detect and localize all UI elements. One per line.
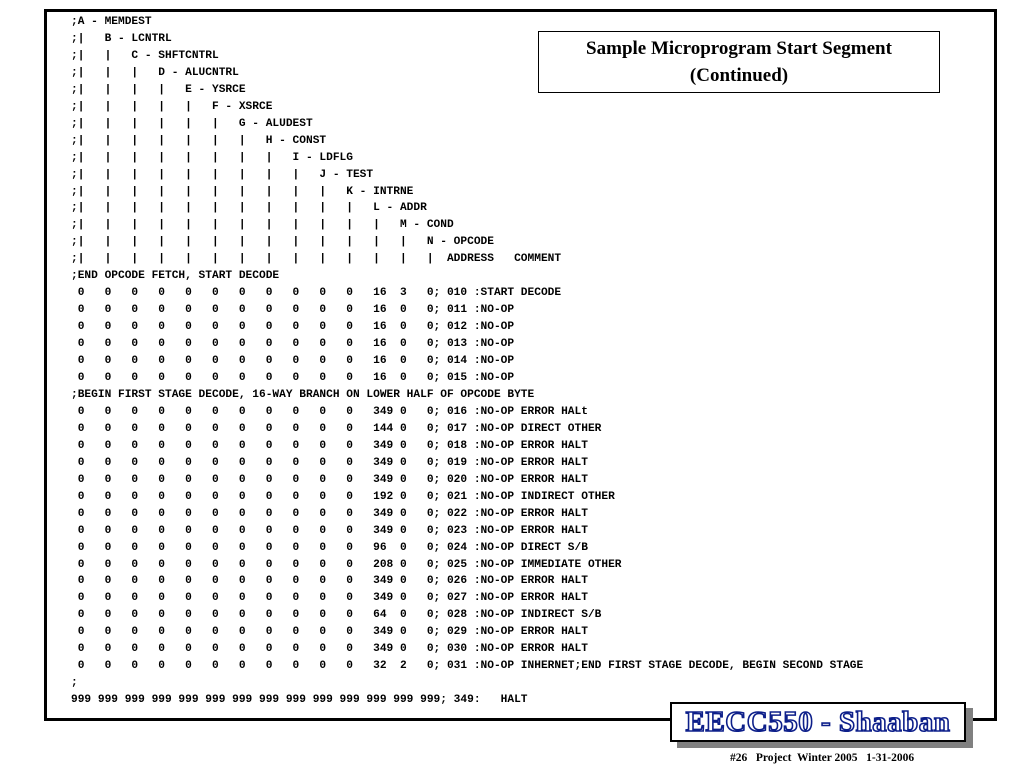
code-line: 0 0 0 0 0 0 0 0 0 0 0 349 0 0; 027 :NO-OP ERROR HALT	[71, 592, 588, 605]
code-line: 999 999 999 999 999 999 999 999 999 999 999 999 999 999; 349: HALT	[71, 694, 528, 707]
code-line: 0 0 0 0 0 0 0 0 0 0 0 349 0 0; 019 :NO-OP ERROR HALT	[71, 456, 588, 469]
code-line: 0 0 0 0 0 0 0 0 0 0 0 349 0 0; 022 :NO-OP ERROR HALT	[71, 507, 588, 520]
code-line: ;| | | | | | | | I - LDFLG	[71, 151, 353, 164]
course-badge	[670, 702, 966, 742]
code-line: ;| | | D - ALUCNTRL	[71, 66, 239, 79]
slide-title-box	[538, 31, 940, 93]
code-line: 0 0 0 0 0 0 0 0 0 0 0 16 0 0; 014 :NO-OP	[71, 355, 515, 368]
code-line: 0 0 0 0 0 0 0 0 0 0 0 349 0 0; 029 :NO-OP ERROR HALT	[71, 626, 588, 639]
code-line: ;| | | | | | | H - CONST	[71, 134, 327, 147]
code-line: 0 0 0 0 0 0 0 0 0 0 0 16 0 0; 012 :NO-OP	[71, 321, 515, 334]
code-line: ;| | | | | | G - ALUDEST	[71, 117, 313, 130]
code-line: 0 0 0 0 0 0 0 0 0 0 0 349 0 0; 023 :NO-OP ERROR HALT	[71, 524, 588, 537]
code-line: ;BEGIN FIRST STAGE DECODE, 16-WAY BRANCH ON LOWER HALF OF OPCODE BYTE	[71, 388, 535, 401]
code-line: 0 0 0 0 0 0 0 0 0 0 0 349 0 0; 016 :NO-OP ERROR HALt	[71, 405, 588, 418]
code-line: ;| | C - SHFTCNTRL	[71, 49, 219, 62]
code-line: ;| | | | | | | | | | | | | N - OPCODE	[71, 236, 494, 249]
code-line: 0 0 0 0 0 0 0 0 0 0 0 32 2 0; 031 :NO-OP INHERNET;END FIRST STAGE DECODE, BEGIN SECOND STAGE	[71, 660, 864, 673]
code-line: 0 0 0 0 0 0 0 0 0 0 0 64 0 0; 028 :NO-OP INDIRECT S/B	[71, 609, 602, 622]
code-line: ;| | | | | | | | | | K - INTRNE	[71, 185, 414, 198]
slide-footer: #26 Project Winter 2005 1-31-2006	[730, 752, 915, 764]
code-line: ;| | | | | | | | | | | | | | ADDRESS COMMENT	[71, 253, 562, 266]
code-line: 0 0 0 0 0 0 0 0 0 0 0 16 0 0; 015 :NO-OP	[71, 372, 515, 385]
microprogram-listing	[71, 14, 863, 709]
code-line: ;END OPCODE FETCH, START DECODE	[71, 270, 280, 283]
code-line: ;A - MEMDEST	[71, 16, 152, 28]
code-line: 0 0 0 0 0 0 0 0 0 0 0 96 0 0; 024 :NO-OP DIRECT S/B	[71, 541, 588, 554]
course-badge-label: EECC550 - Shaaban	[685, 705, 951, 738]
code-line: ;| B - LCNTRL	[71, 32, 172, 45]
code-line: 0 0 0 0 0 0 0 0 0 0 0 16 0 0; 011 :NO-OP	[71, 304, 515, 317]
code-line: ;| | | | E - YSRCE	[71, 83, 246, 96]
code-line: ;| | | | | | | | | | | | M - COND	[71, 219, 454, 232]
slide-title-line-2: (Continued)	[689, 65, 789, 86]
code-line: 0 0 0 0 0 0 0 0 0 0 0 349 0 0; 020 :NO-OP ERROR HALT	[71, 473, 588, 486]
code-line: ;	[71, 677, 78, 690]
code-line: 0 0 0 0 0 0 0 0 0 0 0 349 0 0; 018 :NO-OP ERROR HALT	[71, 439, 588, 452]
code-line: ;| | | | | F - XSRCE	[71, 100, 273, 113]
code-line: ;| | | | | | | | | J - TEST	[71, 168, 374, 181]
code-line: 0 0 0 0 0 0 0 0 0 0 0 144 0 0; 017 :NO-OP DIRECT OTHER	[71, 422, 602, 435]
code-line: 0 0 0 0 0 0 0 0 0 0 0 208 0 0; 025 :NO-OP IMMEDIATE OTHER	[71, 558, 622, 571]
slide-title-line-1: Sample Microprogram Start Segment	[586, 38, 892, 59]
code-line: 0 0 0 0 0 0 0 0 0 0 0 16 0 0; 013 :NO-OP	[71, 338, 515, 351]
code-line: 0 0 0 0 0 0 0 0 0 0 0 349 0 0; 026 :NO-OP ERROR HALT	[71, 575, 588, 588]
code-line: 0 0 0 0 0 0 0 0 0 0 0 349 0 0; 030 :NO-OP ERROR HALT	[71, 643, 588, 656]
code-line: 0 0 0 0 0 0 0 0 0 0 0 16 3 0; 010 :START DECODE	[71, 287, 562, 300]
code-line: ;| | | | | | | | | | | L - ADDR	[71, 202, 427, 215]
code-line: 0 0 0 0 0 0 0 0 0 0 0 192 0 0; 021 :NO-OP INDIRECT OTHER	[71, 490, 615, 503]
